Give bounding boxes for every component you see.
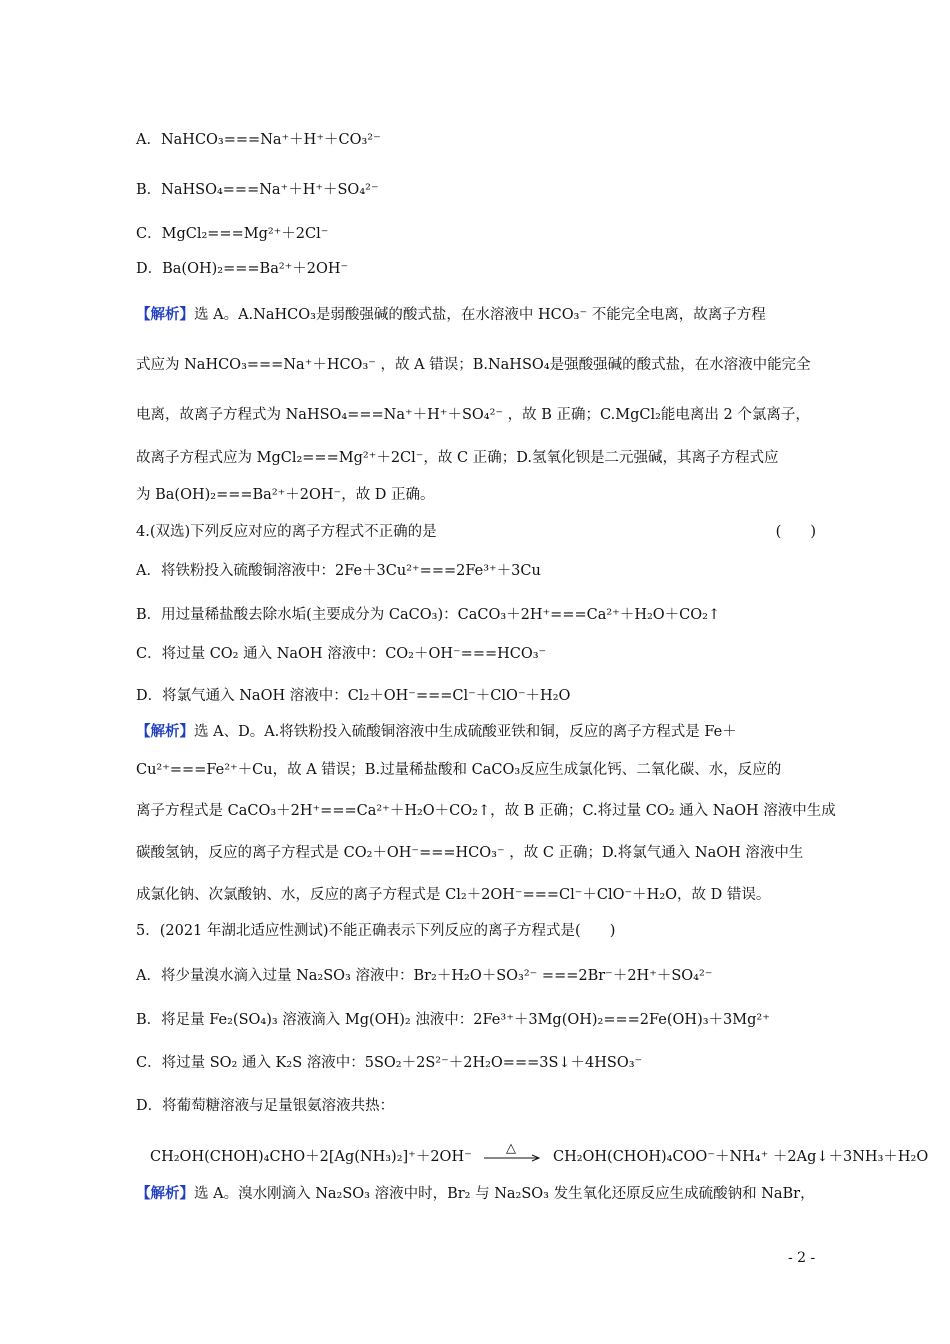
q5-analysis-line-1 (136, 1184, 826, 1204)
equation-right: CH₂OH(CHOH)₄COO⁻＋NH₄⁺ ＋2Ag↓＋3NH₃＋H₂O (552, 1149, 929, 1165)
q4-option-c: C．将过量 CO₂ 通入 NaOH 溶液中：CO₂＋OH⁻===HCO₃⁻ (136, 646, 547, 662)
reaction-arrow (482, 1140, 542, 1174)
page-number: - 2 - (788, 1250, 816, 1266)
q3-option-a: A．NaHCO₃===Na⁺＋H⁺＋CO₃²⁻ (136, 132, 381, 148)
q4-option-a: A．将铁粉投入硫酸铜溶液中：2Fe＋3Cu²⁺===2Fe³⁺＋3Cu (136, 563, 541, 579)
q4-analysis-line-4: 碳酸氢钠，反应的离子方程式是 CO₂＋OH⁻===HCO₃⁻ ，故 C 正确；D.将氯气通入 NaOH 溶液中生 (136, 845, 804, 861)
answer-parentheses: ( ) (775, 524, 816, 540)
q5-option-c: C．将过量 SO₂ 通入 K₂S 溶液中：5SO₂＋2S²⁻＋2H₂O===3S↓＋4HSO₃⁻ (136, 1055, 643, 1071)
q3-option-d: D．Ba(OH)₂===Ba²⁺＋2OH⁻ (136, 261, 349, 277)
analysis-text: 选 A、D。A.将铁粉投入硫酸铜溶液中生成硫酸亚铁和铜，反应的离子方程式是 Fe＋ (194, 724, 737, 740)
q5-stem: 5．(2021 年湖北适应性测试)不能正确表示下列反应的离子方程式是( ) (136, 923, 616, 939)
q4-analysis-line-3: 离子方程式是 CaCO₃＋2H⁺===Ca²⁺＋H₂O＋CO₂↑，故 B 正确；C.将过量 CO₂ 通入 NaOH 溶液中生成 (136, 803, 836, 819)
analysis-text: 选 A。溴水刚滴入 Na₂SO₃ 溶液中时，Br₂ 与 Na₂SO₃ 发生氧化还原反应生成硫酸钠和 NaBr， (194, 1186, 815, 1202)
q4-analysis-line-1 (136, 722, 816, 742)
heat-arrow-icon (482, 1140, 542, 1168)
q5-option-b: B．将足量 Fe₂(SO₄)₃ 溶液滴入 Mg(OH)₂ 浊液中：2Fe³⁺＋3Mg(OH)₂===2Fe(OH)₃＋3Mg²⁺ (136, 1012, 770, 1028)
q4-stem-text: 4.(双选)下列反应对应的离子方程式不正确的是 (136, 524, 437, 540)
analysis-tag: 【解析】 (136, 1185, 194, 1202)
q4-analysis-line-5: 成氯化钠、次氯酸钠、水，反应的离子方程式是 Cl₂＋2OH⁻===Cl⁻＋ClO⁻＋H₂O，故 D 错误。 (136, 887, 771, 903)
q4-option-d: D．将氯气通入 NaOH 溶液中：Cl₂＋OH⁻===Cl⁻＋ClO⁻＋H₂O (136, 688, 571, 704)
q5-option-d: D．将葡萄糖溶液与足量银氨溶液共热： (136, 1098, 395, 1114)
q3-analysis-line-1 (136, 305, 816, 325)
q3-analysis-line-3: 电离，故离子方程式为 NaHSO₄===Na⁺＋H⁺＋SO₄²⁻ ，故 B 正确；C.MgCl₂能电离出 2 个氯离子， (136, 407, 810, 423)
q5-option-d-equation (150, 1140, 929, 1174)
q3-analysis-line-2: 式应为 NaHCO₃===Na⁺＋HCO₃⁻ ，故 A 错误；B.NaHSO₄是强酸强碱的酸式盐，在水溶液中能完全 (136, 357, 811, 373)
q3-option-c: C．MgCl₂===Mg²⁺＋2Cl⁻ (136, 226, 329, 242)
analysis-tag: 【解析】 (136, 723, 194, 740)
q4-stem (136, 522, 816, 542)
analysis-text: 选 A。A.NaHCO₃是弱酸强碱的酸式盐，在水溶液中 HCO₃⁻ 不能完全电离，故离子方程 (194, 307, 766, 323)
q3-analysis-line-4: 故离子方程式应为 MgCl₂===Mg²⁺＋2Cl⁻，故 C 正确；D.氢氧化钡是二元强碱，其离子方程式应 (136, 450, 779, 466)
q3-option-b: B．NaHSO₄===Na⁺＋H⁺＋SO₄²⁻ (136, 182, 379, 198)
heat-condition-label: △ (506, 1141, 517, 1156)
q5-option-a: A．将少量溴水滴入过量 Na₂SO₃ 溶液中：Br₂＋H₂O＋SO₃²⁻ ===2Br⁻＋2H⁺＋SO₄²⁻ (136, 968, 713, 984)
q4-option-b: B．用过量稀盐酸去除水垢(主要成分为 CaCO₃)：CaCO₃＋2H⁺===Ca²⁺＋H₂O＋CO₂↑ (136, 607, 721, 623)
equation-left: CH₂OH(CHOH)₄CHO＋2[Ag(NH₃)₂]⁺＋2OH⁻ (150, 1149, 472, 1165)
q3-analysis-line-5: 为 Ba(OH)₂===Ba²⁺＋2OH⁻，故 D 正确。 (136, 487, 435, 503)
analysis-tag: 【解析】 (136, 306, 194, 323)
q4-analysis-line-2: Cu²⁺===Fe²⁺＋Cu，故 A 错误；B.过量稀盐酸和 CaCO₃反应生成氯化钙、二氧化碳、水，反应的 (136, 762, 782, 778)
